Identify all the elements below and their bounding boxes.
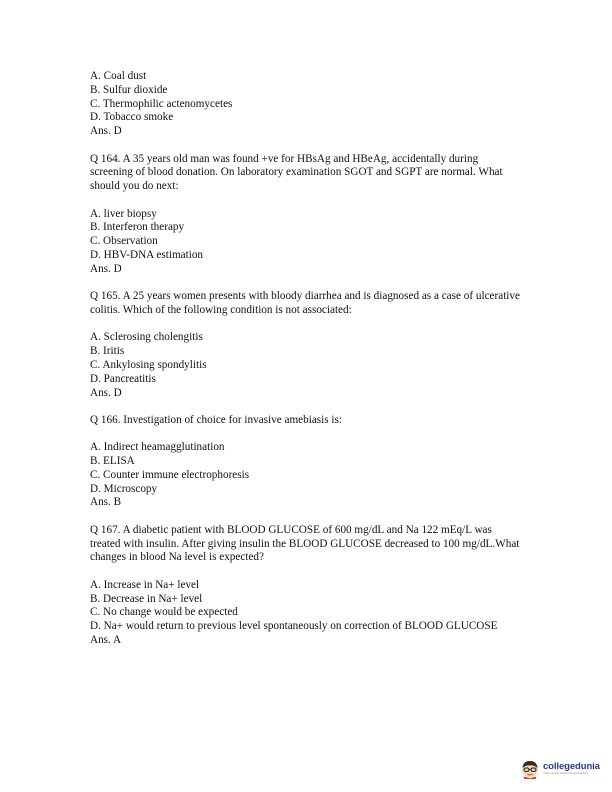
question-text: Q 166. Investigation of choice for invasive amebiasis is:: [90, 413, 342, 426]
option-c: C. Counter immune electrophoresis: [90, 468, 250, 481]
option-b: B. ELISA: [90, 455, 135, 468]
option-b: B. Interferon therapy: [90, 221, 185, 234]
answer: Ans. D: [90, 262, 122, 275]
question-165-block: [90, 290, 520, 400]
question-164-block: [90, 153, 520, 277]
option-d: D. Tobacco smoke: [90, 111, 174, 124]
question-text: Q 165. A 25 years women presents with bloody diarrhea and is diagnosed as a case of ulcerative colitis. Which of the following condition is not associated:: [90, 290, 520, 316]
answer: Ans. D: [90, 386, 122, 399]
option-c: C. Ankylosing spondylitis: [90, 358, 207, 371]
option-c: C. No change would be expected: [90, 606, 238, 619]
option-a: A. Indirect heamagglutination: [90, 441, 225, 454]
logo-name: collegedunia: [543, 761, 600, 773]
option-d: D. Microscopy: [90, 482, 158, 495]
question-text: Q 164. A 35 years old man was found +ve for HBsAg and HBeAg, accidentally during screening of blood donation. On laboratory examination SGOT and SGPT are normal. What should you do next:: [90, 152, 503, 193]
option-b: B. Sulfur dioxide: [90, 83, 168, 96]
document-body: [90, 70, 520, 648]
option-a: A. Coal dust: [90, 70, 147, 82]
collegedunia-mascot-icon: [520, 759, 540, 779]
answer: Ans. A: [90, 634, 122, 647]
option-c: C. Thermophilic actenomycetes: [90, 97, 233, 110]
option-d: D. Na+ would return to previous level spontaneously on correction of BLOOD GLUCOSE: [90, 620, 498, 633]
logo-tagline: India's largest Student Review Platform: [543, 771, 589, 775]
question-167-block: [90, 524, 520, 648]
question-166-block: [90, 414, 520, 510]
answer: Ans. B: [90, 496, 122, 509]
option-a: A. Increase in Na+ level: [90, 578, 200, 591]
question-text: Q 167. A diabetic patient with BLOOD GLUCOSE of 600 mg/dL and Na 122 mEq/L was treated with insulin. After giving insulin the BLOOD GLUCOSE decreased to 100 mg/dL.What changes in blood Na level is expected?: [90, 523, 520, 564]
collegedunia-logo: [520, 757, 600, 781]
option-b: B. Decrease in Na+ level: [90, 592, 203, 605]
option-a: A. liver biopsy: [90, 207, 157, 220]
prev-question-block: [90, 70, 520, 139]
option-b: B. Iritis: [90, 345, 125, 358]
option-c: C. Observation: [90, 235, 158, 248]
option-d: D. Pancreatitis: [90, 372, 156, 385]
option-d: D. HBV-DNA estimation: [90, 248, 204, 261]
option-a: A. Sclerosing cholengitis: [90, 331, 203, 344]
answer: Ans. D: [90, 125, 122, 138]
